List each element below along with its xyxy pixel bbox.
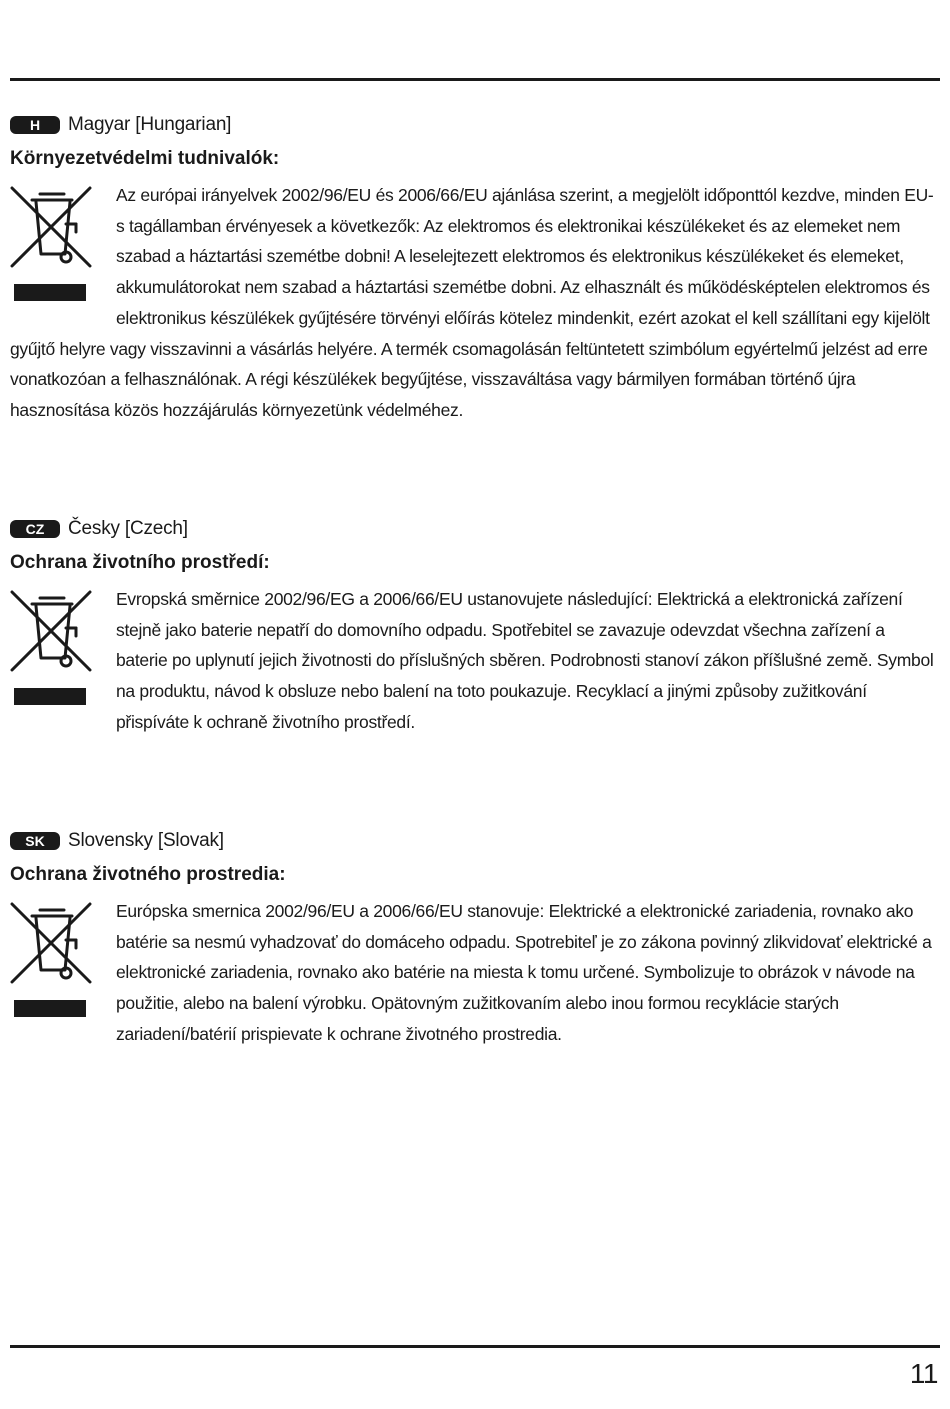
section-slovak — [10, 828, 940, 1050]
section-heading: Környezetvédelmi tudnivalók: — [10, 148, 280, 169]
section-hungarian — [10, 112, 940, 426]
weee-underline-bar — [14, 688, 86, 705]
section-heading: Ochrana životního prostředí: — [10, 552, 270, 573]
section-body-text: Európska smernica 2002/96/EU a 2006/66/EU stanovuje: Elektrické a elektronické zariadenia, rovnako ako batérie sa nesmú vyhadzovať do domáceho odpadu. Spotrebiteľ je zo zákona povinný zlikvidovať elektrické a elektronické zariadenia, rovnako ako batérie na miesta k tomu určené. Symbolizuje to obrázok v návode na použitie, alebo na balení výrobku. Opätovným zužitkovaním alebo inou formou recyklácie starých zariadení/batérií prispievate k ochrane životného prostredia. — [116, 901, 932, 1044]
crossed-out-wheelie-bin-icon — [10, 896, 94, 996]
crossed-out-wheelie-bin-icon — [10, 180, 94, 280]
section-body — [10, 584, 940, 738]
language-row — [10, 516, 940, 542]
language-code-badge: H — [10, 116, 60, 134]
language-code-badge: SK — [10, 832, 60, 850]
language-label: Magyar [Hungarian] — [68, 114, 232, 135]
weee-underline-bar — [14, 1000, 86, 1017]
weee-symbol — [10, 584, 102, 724]
weee-symbol — [10, 180, 102, 320]
section-body — [10, 896, 940, 1050]
language-label: Slovensky [Slovak] — [68, 830, 224, 851]
bottom-divider — [10, 1345, 940, 1348]
top-divider — [10, 78, 940, 81]
section-czech — [10, 516, 940, 738]
section-body-text: Evropská směrnice 2002/96/EG a 2006/66/EU ustanovujete následující: Elektrická a elektronická zařízení stejně jako baterie nepatří do domovního odpadu. Spotřebitel se zavazuje odevzdat všechna zařízení a baterie po uplynutí jejich životnosti do příslušných sběren. Podrobnosti stanoví zákon příšlušné země. Symbol na produktu, návod k obsluze nebo balení na toto poukazuje. Recyklací a jinými způsoby zužitkování přispíváte k ochraně životního prostředí. — [116, 589, 934, 732]
language-row — [10, 112, 940, 138]
section-body-text: Az európai irányelvek 2002/96/EU és 2006/66/EU ajánlása szerint, a megjelölt időponttól kezdve, minden EU-s tagállamban érvényesek a következők: Az elektromos és elektronikai készülékeket és az elemeket nem szabad a háztartási szemétbe dobni! A leselejtezett elektromos és elektronikus készülékeket és elemeket, akkumulátorokat nem szabad a háztartási szemétbe dobni. Az elhasznált és működésképtelen elektromos és elektronikus készülékek gyűjtésére törvényi előírás kötelez mindenkit, ezért azokat el kell szállítani egy kijelölt gyűjtő helyre vagy visszavinni a vásárlás helyére. A termék csomagolásán feltüntetett szimbólum egyértelmű jelzést ad erre vonatkozóan a felhasználónak. A régi készülékek begyűjtése, visszaváltása vagy bármilyen formában történő újra hasznosítása közös hozzájárulás környezetünk védelméhez. — [10, 185, 934, 420]
crossed-out-wheelie-bin-icon — [10, 584, 94, 684]
section-body — [10, 180, 940, 426]
language-code-badge: CZ — [10, 520, 60, 538]
weee-underline-bar — [14, 284, 86, 301]
section-heading: Ochrana životného prostredia: — [10, 864, 286, 885]
language-label: Česky [Czech] — [68, 518, 188, 539]
language-row — [10, 828, 940, 854]
page-number: 11 — [909, 1358, 938, 1389]
weee-symbol — [10, 896, 102, 1036]
